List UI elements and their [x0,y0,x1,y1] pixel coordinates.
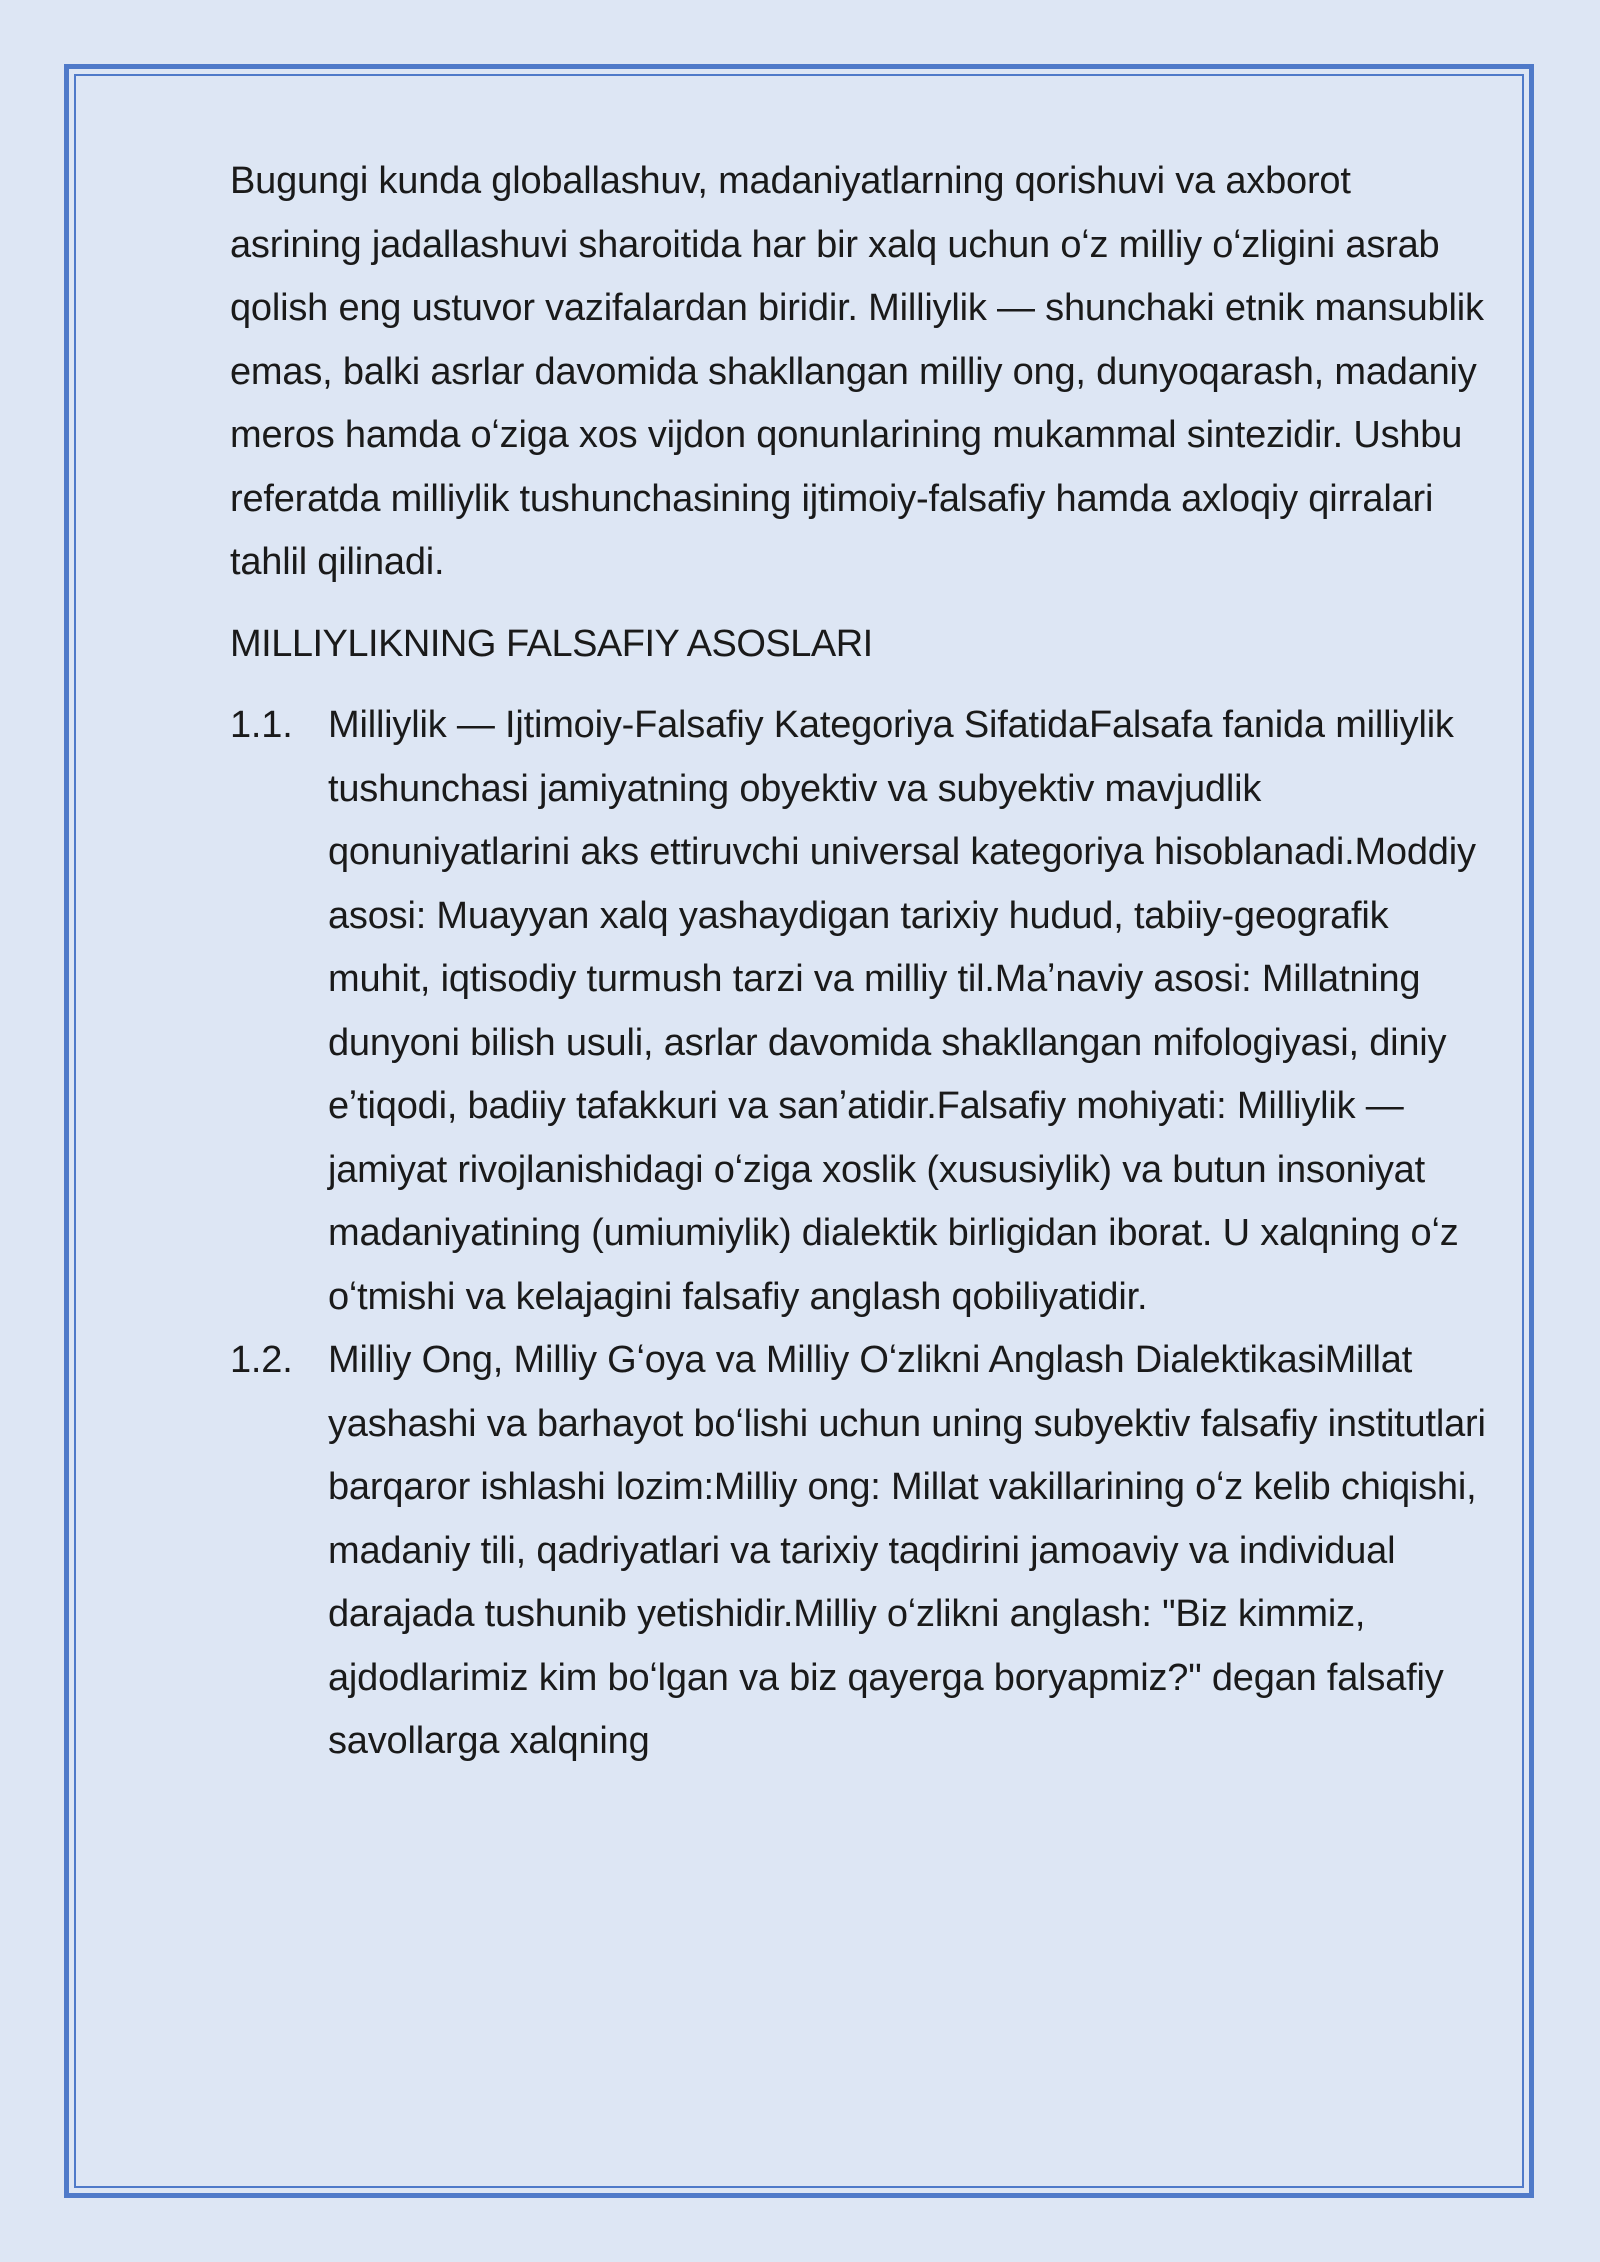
document-body [230,150,1490,1774]
section-heading: MILLIYLIKNING FALSAFIY ASOSLARI [230,622,873,665]
list-item-text: Milliy Ong, Milliy Gʻoya va Milliy Oʻzlikni Anglash DialektikasiMillat yashashi va barhayot boʻlishi uchun uning subyektiv falsafiy institutlari barqaror ishlashi lozim:Milliy ong: Millat vakillarining oʻz kelib chiqishi, madaniy tili, qadriyatlari va tarixiy taqdirini jamoaviy va individual darajada tushunib yetishidir.Milliy oʻzlikni anglash: "Biz kimmiz, ajdodlarimiz kim boʻlgan va biz qayerga boryapmiz?" degan falsafiy savollarga xalqning [328,1339,1486,1762]
list-item-1-1 [230,694,1490,1329]
list-number: 1.1. [230,704,293,746]
list-item-1-2 [230,1329,1490,1774]
list-item-text: Milliylik — Ijtimoiy-Falsafiy Kategoriya SifatidaFalsafa fanida milliylik tushunchasi jamiyatning obyektiv va subyektiv mavjudlik qonuniyatlarini aks ettiruvchi universal kategoriya hisoblanadi.Moddiy asosi: Muayyan xalq yashaydigan tarixiy hudud, tabiiy-geografik muhit, iqtisodiy turmush tarzi va milliy til.Maʼnaviy asosi: Millatning dunyoni bilish usuli, asrlar davomida shakllangan mifologiyasi, diniy eʼtiqodi, badiiy tafakkuri va sanʼatidir.Falsafiy mohiyati: Milliylik — jamiyat rivojlanishidagi oʻziga xoslik (xususiylik) va butun insoniyat madaniyatining (umiumiylik) dialektik birligidan iborat. U xalqning oʻz oʻtmishi va kelajagini falsafiy anglash qobiliyatidir. [328,704,1476,1318]
intro-paragraph: Bugungi kunda globallashuv, madaniyatlarning qorishuvi va axborot asrining jadallashuvi sharoitida har bir xalq uchun oʻz milliy oʻzligini asrab qolish eng ustuvor vazifalardan biridir. Milliylik — shunchaki etnik mansublik emas, balki asrlar davomida shakllangan milliy ong, dunyoqarash, madaniy meros hamda oʻziga xos vijdon qonunlarining mukammal sintezidir. Ushbu referatda milliylik tushunchasining ijtimoiy-falsafiy hamda axloqiy qirralari tahlil qilinadi. [230,160,1484,583]
list-number: 1.2. [230,1339,293,1381]
